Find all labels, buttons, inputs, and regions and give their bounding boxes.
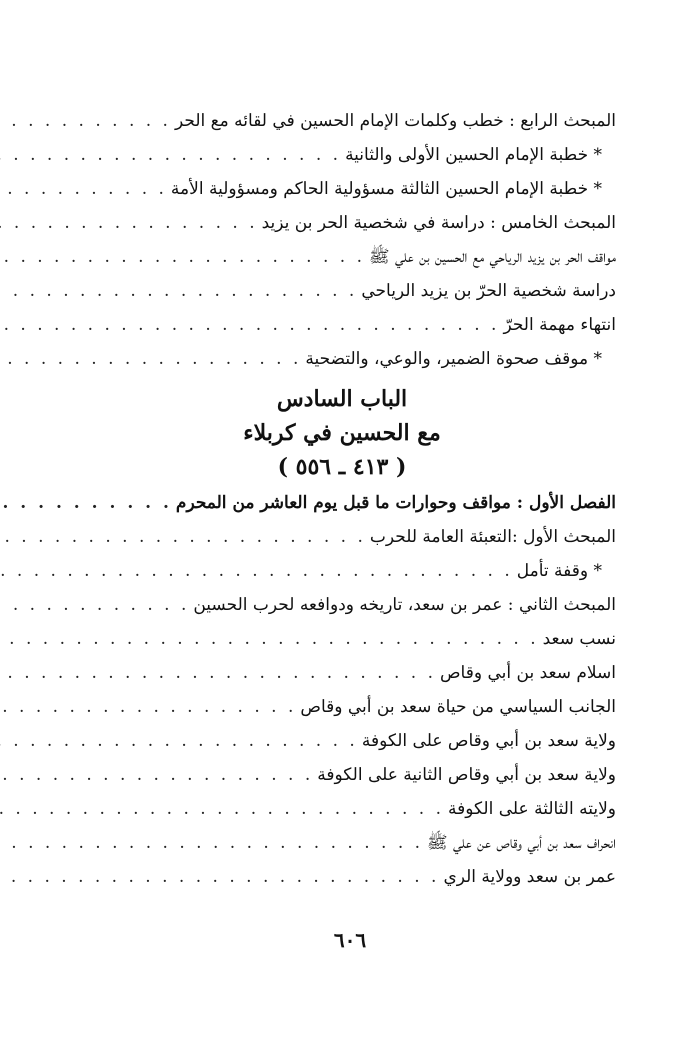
- toc-entry-title: المبحث الرابع : خطب وكلمات الإمام الحسين في لقائه مع الحر: [174, 111, 616, 131]
- toc-entry: [68, 758, 616, 792]
- toc-entry-title: * موقف صحوة الضمير، والوعي، والتضحية: [305, 349, 602, 369]
- toc-entry: [68, 690, 616, 724]
- toc-top-list: [68, 104, 616, 376]
- toc-entry: [68, 724, 616, 758]
- toc-entry-title: ولاية سعد بن أبي وقاص الثانية على الكوفة: [317, 765, 616, 785]
- toc-entry: [68, 206, 616, 240]
- dot-leader: [0, 690, 300, 724]
- toc-entry-title: الفصل الأول : مواقف وحوارات ما قبل يوم العاشر من المحرم: [175, 493, 616, 513]
- toc-entry: [68, 826, 616, 860]
- dot-leader: [0, 308, 503, 342]
- toc-entry-title: المبحث الثاني : عمر بن سعد، تاريخه ودوافعه لحرب الحسين: [193, 595, 616, 615]
- dot-leader: [0, 172, 171, 206]
- toc-entry-title: دراسة شخصية الحرّ بن يزيد الرياحي: [361, 281, 616, 301]
- dot-leader: [0, 622, 543, 656]
- dot-leader: [0, 826, 427, 860]
- dot-leader: [0, 656, 440, 690]
- dot-leader: [0, 758, 317, 792]
- toc-entry: [68, 172, 616, 206]
- dot-leader: [0, 240, 369, 274]
- dot-leader: [0, 588, 193, 622]
- toc-entry-title: المبحث الخامس : دراسة في شخصية الحر بن يزيد: [261, 213, 616, 233]
- toc-entry: [68, 860, 616, 894]
- toc-entry-title: انحراف سعد بن أبي وقاص عن علي ﷺ: [427, 833, 616, 853]
- toc-entry: [68, 588, 616, 622]
- dot-leader: [0, 274, 361, 308]
- dot-leader: [0, 342, 305, 376]
- toc-entry-title: مواقف الحر بن يزيد الرياحي مع الحسين بن علي ﷺ: [369, 247, 616, 267]
- toc-entry: [68, 486, 616, 520]
- toc-entry-title: المبحث الأول :التعبئة العامة للحرب: [369, 527, 616, 547]
- toc-entry: [68, 274, 616, 308]
- part-subtitle: مع الحسين في كربلاء: [243, 420, 441, 446]
- toc-entry: [68, 622, 616, 656]
- toc-bottom-list: [68, 486, 616, 894]
- toc-entry: [68, 520, 616, 554]
- toc-entry: [68, 104, 616, 138]
- toc-entry: [68, 138, 616, 172]
- part-title: الباب السادس: [276, 386, 408, 412]
- toc-entry: [68, 240, 616, 274]
- toc-entry: [68, 342, 616, 376]
- toc-entry-title: * خطبة الإمام الحسين الأولى والثانية: [345, 145, 602, 165]
- toc-entry-title: نسب سعد: [542, 629, 616, 649]
- toc-entry-title: اسلام سعد بن أبي وقاص: [440, 663, 616, 683]
- table-of-contents: [68, 104, 616, 894]
- toc-entry: [68, 792, 616, 826]
- toc-entry: [68, 656, 616, 690]
- dot-leader: [0, 138, 345, 172]
- toc-entry-title: الجانب السياسي من حياة سعد بن أبي وقاص: [300, 697, 616, 717]
- toc-entry: [68, 308, 616, 342]
- dot-leader: [0, 554, 517, 588]
- toc-entry-title: ولاية سعد بن أبي وقاص على الكوفة: [361, 731, 616, 751]
- toc-entry-title: * خطبة الإمام الحسين الثالثة مسؤولية الحاكم ومسؤولية الأمة: [170, 179, 602, 199]
- dot-leader: [0, 724, 362, 758]
- dot-leader: [0, 520, 370, 554]
- toc-entry-title: ولايته الثالثة على الكوفة: [448, 799, 616, 819]
- toc-entry-title: عمر بن سعد وولاية الري: [443, 867, 616, 887]
- dot-leader: [0, 104, 175, 138]
- dot-leader: [0, 860, 443, 894]
- page-number: ٦٠٦: [333, 928, 367, 952]
- part-page-range: ( ٤١٣ ـ ٥٥٦ ): [277, 454, 407, 480]
- toc-entry-title: انتهاء مهمة الحرّ: [503, 315, 616, 335]
- dot-leader: [0, 206, 262, 240]
- dot-leader: [0, 792, 448, 826]
- dot-leader: [0, 486, 176, 520]
- toc-entry: [68, 554, 616, 588]
- toc-entry-title: * وقفة تأمل: [516, 561, 602, 581]
